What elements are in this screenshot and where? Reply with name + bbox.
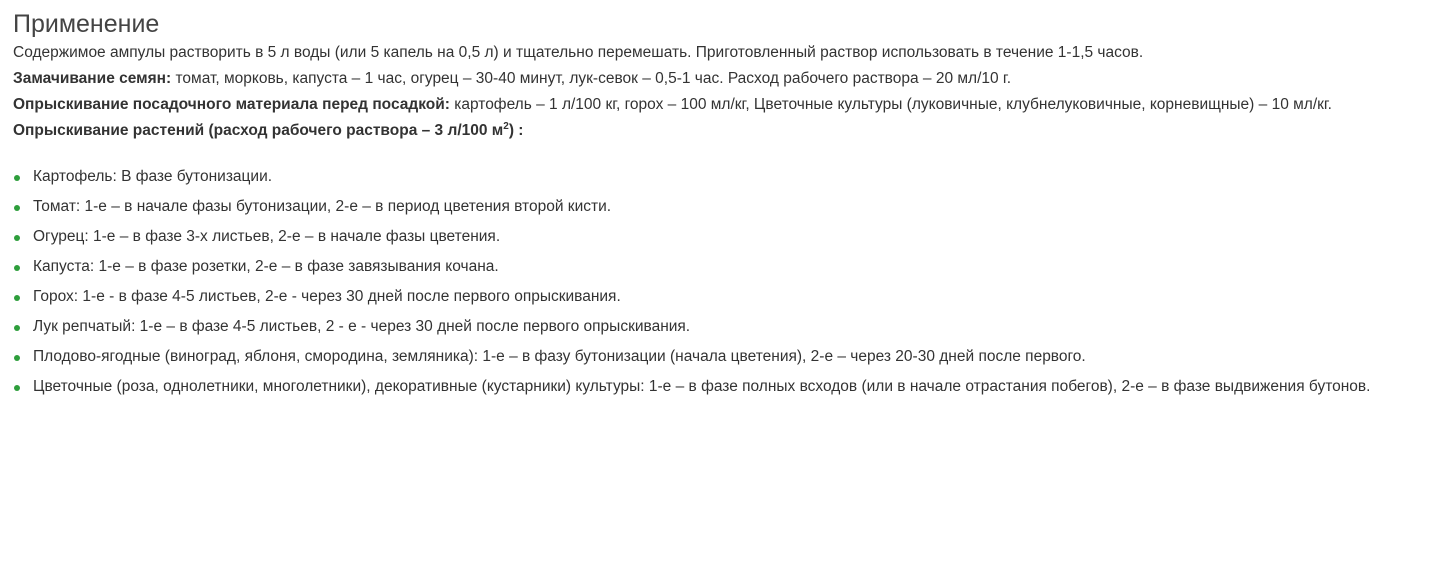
bullet-dot-icon [14,325,20,331]
bullet-dot-icon [14,175,20,181]
bullet-dot-icon [14,265,20,271]
bullet-dot-icon [14,385,20,391]
list-item-text: Томат: 1-е – в начале фазы бутонизации, 2-е – в период цветения второй кисти. [33,198,612,215]
seed-soaking-label: Замачивание семян: [13,70,172,87]
seed-soaking-paragraph [13,66,1423,92]
bullet-dot-icon [14,295,20,301]
planting-material-text: картофель – 1 л/100 кг, горох – 100 мл/кг, Цветочные культуры (луковичные, клубнелуковичные, корневищные) – 10 мл/кг. [449,96,1332,113]
planting-material-label: Опрыскивание посадочного материала перед посадкой: [13,96,450,113]
list-item [13,314,1423,340]
list-item [13,254,1423,280]
list-item [13,194,1423,220]
list-item-text: Картофель: В фазе бутонизации. [33,168,273,185]
list-item [13,344,1423,370]
section-title: Применение [13,10,160,38]
intro-paragraph: Содержимое ампулы растворить в 5 л воды (или 5 капель на 0,5 л) и тщательно перемешать. Приготовленный раствор использовать в течение 1-1,5 часов. [13,44,1144,61]
list-item-text: Плодово-ягодные (виноград, яблоня, смородина, земляника): 1-е – в фазу бутонизации (начала цветения), 2-е – через 20-30 дней после первого. [33,348,1086,365]
plant-spraying-label [13,122,523,139]
list-item [13,284,1423,310]
list-item-text: Лук репчатый: 1-е – в фазе 4-5 листьев, 2 - е - через 30 дней после первого опрыскивания. [33,318,691,335]
bullet-dot-icon [14,235,20,241]
superscript-two: 2 [503,120,509,132]
bullet-dot-icon [14,205,20,211]
bullet-dot-icon [14,355,20,361]
seed-soaking-text: томат, морковь, капуста – 1 час, огурец – 30-40 минут, лук-севок – 0,5-1 час. Расход рабочего раствора – 20 мл/10 г. [171,70,1012,87]
plant-spraying-heading [13,118,1423,144]
plant-spraying-label-text: Опрыскивание растений (расход рабочего раствора – 3 л/100 м [13,122,504,139]
planting-material-paragraph [13,92,1423,118]
list-item-text: Цветочные (роза, однолетники, многолетники), декоративные (кустарники) культуры: 1-е – в фазе полных всходов (или в начале отрастания побегов), 2-е – в фазе выдвижения бутонов. [33,378,1371,395]
list-item [13,164,1423,190]
list-item-text: Огурец: 1-е – в фазе 3-х листьев, 2-е – в начале фазы цветения. [33,228,501,245]
list-item [13,224,1423,250]
crop-list [13,164,1423,400]
list-item [13,374,1423,400]
list-item-text: Капуста: 1-е – в фазе розетки, 2-е – в фазе завязывания кочана. [33,258,499,275]
list-item-text: Горох: 1-е - в фазе 4-5 листьев, 2-е - через 30 дней после первого опрыскивания. [33,288,621,305]
plant-spraying-label-end: ) : [508,122,524,139]
